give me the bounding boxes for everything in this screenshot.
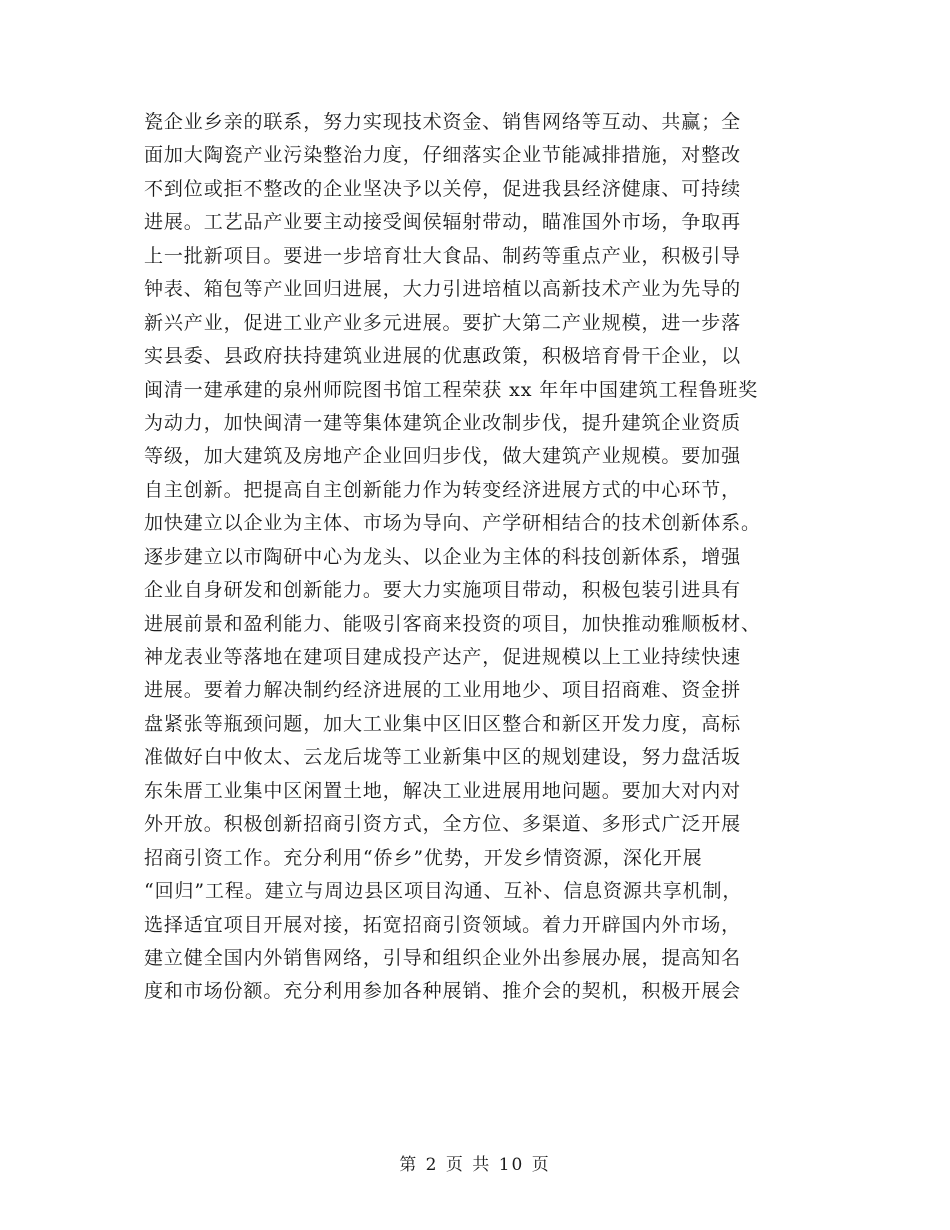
text-line: 自主创新。把提高自主创新能力作为转变经济进展方式的中心环节， bbox=[144, 478, 742, 501]
text-line: 招商引资工作。充分利用“侨乡”优势，开发乡情资源，深化开展 bbox=[144, 846, 703, 869]
text-line: 加快建立以企业为主体、市场为导向、产学研相结合的技术创新体系。 bbox=[144, 512, 761, 535]
text-line: 逐步建立以市陶研中心为龙头、以企业为主体的科技创新体系，增强 bbox=[144, 545, 742, 568]
text-line: 等级，加大建筑及房地产企业回归步伐，做大建筑产业规模。要加强 bbox=[144, 445, 742, 468]
body-text bbox=[144, 106, 804, 1009]
text-line: 为动力，加快闽清一建等集体建筑企业改制步伐，提升建筑企业资质 bbox=[144, 411, 742, 434]
page-footer: 第 2 页 共 10 页 bbox=[399, 1155, 551, 1175]
text-line: 盘紧张等瓶颈问题，加大工业集中区旧区整合和新区开发力度，高标 bbox=[144, 712, 742, 735]
text-line: 面加大陶瓷产业污染整治力度，仔细落实企业节能减排措施，对整改 bbox=[144, 144, 742, 167]
text-line: 上一批新项目。要进一步培育壮大食品、制药等重点产业，积极引导 bbox=[144, 244, 742, 267]
text-line: 准做好白中攸太、云龙后垅等工业新集中区的规划建设，努力盘活坂 bbox=[144, 746, 742, 769]
text-line: 钟表、箱包等产业回归进展，大力引进培植以高新技术产业为先导的 bbox=[144, 278, 742, 301]
text-line: 外开放。积极创新招商引资方式，全方位、多渠道、多形式广泛开展 bbox=[144, 813, 742, 836]
text-line: 建立健全国内外销售网络，引导和组织企业外出参展办展，提高知名 bbox=[144, 946, 742, 969]
text-line: 不到位或拒不整改的企业坚决予以关停，促进我县经济健康、可持续 bbox=[144, 177, 742, 200]
text-line: 新兴产业，促进工业产业多元进展。要扩大第二产业规模，进一步落 bbox=[144, 311, 742, 334]
text-line: “回归”工程。建立与周边县区项目沟通、互补、信息资源共享机制， bbox=[144, 880, 743, 903]
text-line: 进展。要着力解决制约经济进展的工业用地少、项目招商难、资金拼 bbox=[144, 679, 742, 702]
text-line: 实县委、县政府扶持建筑业进展的优惠政策，积极培育骨干企业，以 bbox=[144, 345, 742, 368]
text-line: 度和市场份额。充分利用参加各种展销、推介会的契机，积极开展会 bbox=[144, 980, 742, 1003]
text-line: 东朱厝工业集中区闲置土地，解决工业进展用地问题。要加大对内对 bbox=[144, 779, 742, 802]
text-line: 进展前景和盈利能力、能吸引客商来投资的项目，加快推动雅顺板材、 bbox=[144, 612, 761, 635]
text-line: 选择适宜项目开展对接，拓宽招商引资领域。着力开辟国内外市场， bbox=[144, 913, 742, 936]
text-line: 闽清一建承建的泉州师院图书馆工程荣获 xx 年年中国建筑工程鲁班奖 bbox=[144, 378, 759, 401]
text-line: 企业自身研发和创新能力。要大力实施项目带动，积极包装引进具有 bbox=[144, 579, 742, 602]
text-line: 进展。工艺品产业要主动接受闽侯辐射带动，瞄准国外市场，争取再 bbox=[144, 211, 742, 234]
text-line: 瓷企业乡亲的联系，努力实现技术资金、销售网络等互动、共赢；全 bbox=[144, 111, 742, 133]
text-line: 神龙表业等落地在建项目建成投产达产，促进规模以上工业持续快速 bbox=[144, 646, 742, 668]
